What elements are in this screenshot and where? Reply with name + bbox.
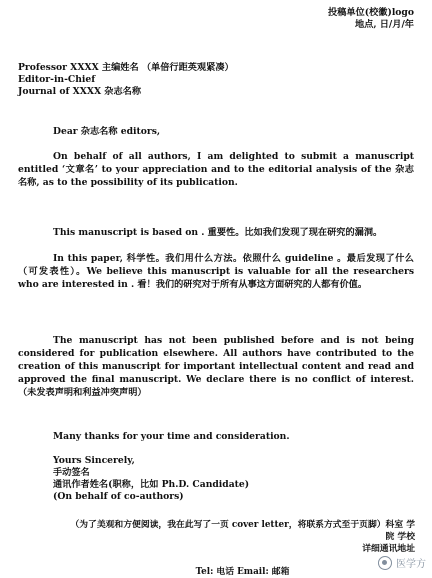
- paragraph-declaration: The manuscript has not been published before and is not being considered for publication elsewhere. All authors have contributed to the creation of this manuscript for important intellectual content and read and approved the final manuscript. We declare there is no conflict of interest. （未发表声明和利益冲突声明）: [18, 335, 414, 398]
- letter-header: [328, 7, 414, 31]
- footer: [70, 519, 415, 578]
- footer-note: （为了美观和方便阅读，我在此写了一页 cover letter，将联系方式至于页脚）科室 学院 学校: [70, 520, 415, 542]
- paragraph-science: In this paper, 科学性。我们用什么方法。依照什么 guideline 。最后发现了什么（可发表性）。We believe this manuscript is valuable for all the researchers who are interested in . 看！我们的研究对于所有从事这方面研究的人都有价值。: [18, 253, 414, 290]
- recipient-name: Professor XXXX 主编姓名 （单倍行距英观紧凑）: [18, 62, 234, 73]
- footer-contact: Tel: 电话 Email: 邮箱: [195, 567, 290, 577]
- place-date: 地点, 日/月/年: [354, 19, 414, 30]
- watermark-text: 医学方: [396, 559, 426, 570]
- signature: 手动签名: [53, 467, 90, 478]
- on-behalf-line: (On behalf of co-authors): [53, 491, 184, 502]
- salutation: Dear 杂志名称 editors,: [53, 126, 161, 137]
- footer-address: 详细通讯地址: [362, 544, 415, 554]
- paragraph-submission: On behalf of all authors, I am delighted to submit a manuscript entitled ‘文章名’ to your appreciation and to the editorial analysis of the 杂志名称, as to the possibility of its publication.: [18, 151, 414, 188]
- paragraph-thanks: Many thanks for your time and consideration.: [53, 431, 290, 442]
- recipient-title: Editor-in-Chief: [18, 74, 96, 85]
- sender-unit-logo-text: 投稿单位(校徽)logo: [328, 7, 414, 18]
- author-name-title: 通讯作者姓名(职称，比如 Ph.D. Candidate): [53, 479, 250, 490]
- paragraph-importance: This manuscript is based on . 重要性。比如我们发现了现在研究的漏洞。: [53, 227, 383, 238]
- circle-logo-icon: [378, 556, 392, 570]
- closing-phrase: Yours Sincerely,: [53, 455, 135, 466]
- recipient-journal: Journal of XXXX 杂志名称: [18, 86, 142, 97]
- watermark: [378, 555, 426, 570]
